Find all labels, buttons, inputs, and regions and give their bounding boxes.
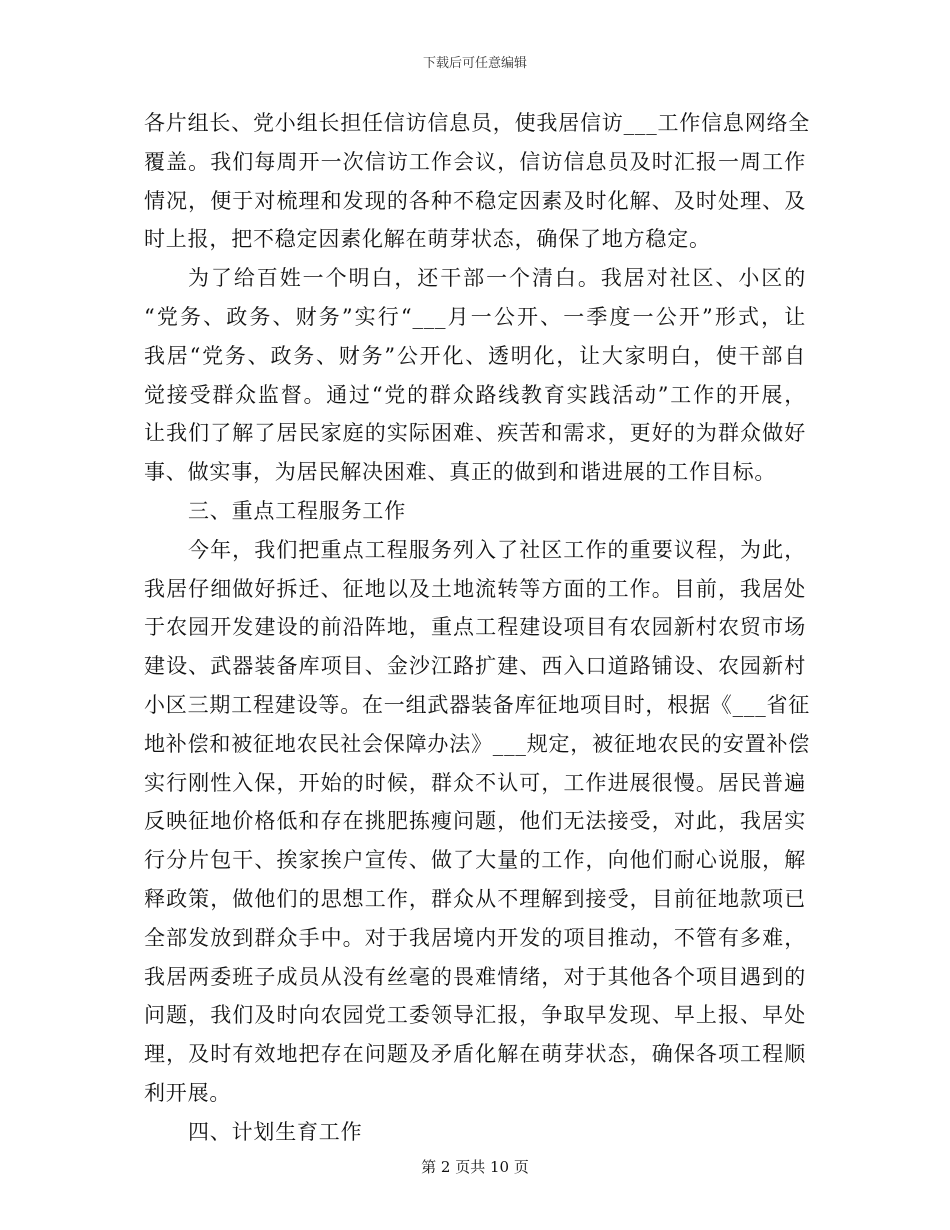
body-line: 为了给百姓一个明白，还干部一个清白。我居对社区、小区的 — [188, 266, 806, 291]
body-line: 各片组长、党小组长担任信访信息员，使我居信访___工作信息网络全 — [144, 111, 811, 135]
body-line: 反映征地价格低和存在挑肥拣瘦问题，他们无法接受，对此，我居实 — [144, 809, 806, 834]
body-line: 覆盖。我们每周开一次信访工作会议，信访信息员及时汇报一周工作 — [144, 149, 806, 174]
body-line: 释政策，做他们的思想工作，群众从不理解到接受，目前征地款项已 — [144, 886, 806, 911]
body-line: 利开展。 — [144, 1080, 232, 1105]
body-line: 情况，便于对梳理和发现的各种不稳定因素及时化解、及时处理、及 — [144, 188, 806, 213]
body-line: 小区三期工程建设等。在一组武器装备库征地项目时，根据《___省征 — [144, 692, 811, 717]
body-line: 理，及时有效地把存在问题及矛盾化解在萌芽状态，确保各项工程顺 — [144, 1042, 806, 1067]
body-line: 让我们了解了居民家庭的实际困难、疾苦和需求，更好的为群众做好 — [144, 421, 806, 446]
document-body — [144, 104, 811, 1152]
body-line: 行分片包干、挨家挨户宣传、做了大量的工作，向他们耐心说服，解 — [144, 848, 806, 873]
body-line: 建设、武器装备库项目、金沙江路扩建、西入口道路铺设、农园新村 — [144, 654, 806, 679]
body-line: 于农园开发建设的前沿阵地，重点工程建设项目有农园新村农贸市场 — [144, 615, 806, 640]
body-line: 今年，我们把重点工程服务列入了社区工作的重要议程，为此， — [188, 537, 806, 562]
page-footer: 第 2 页共 10 页 — [421, 1158, 529, 1176]
body-line: “党务、政务、财务”实行“___月一公开、一季度一公开”形式，让 — [144, 304, 806, 329]
page-header: 下载后可任意编辑 — [422, 56, 527, 71]
body-line: 我居“党务、政务、财务”公开化、透明化，让大家明白，使干部自 — [144, 343, 806, 368]
body-line: 我居两委班子成员从没有丝毫的畏难情绪，对于其他各个项目遇到的 — [144, 964, 806, 989]
section-heading: 四、计划生育工作 — [188, 1119, 363, 1144]
body-line: 我居仔细做好拆迁、征地以及土地流转等方面的工作。目前，我居处 — [144, 576, 806, 601]
body-line: 事、做实事，为居民解决困难、真正的做到和谐进展的工作目标。 — [144, 460, 777, 485]
body-line: 时上报，把不稳定因素化解在萌芽状态，确保了地方稳定。 — [144, 227, 711, 252]
body-line: 实行刚性入保，开始的时候，群众不认可，工作进展很慢。居民普遍 — [144, 770, 806, 795]
body-line: 全部发放到群众手中。对于我居境内开发的项目推动，不管有多难， — [144, 925, 806, 950]
body-line: 问题，我们及时向农园党工委领导汇报，争取早发现、早上报、早处 — [144, 1003, 806, 1028]
body-line: 地补偿和被征地农民社会保障办法》___规定，被征地农民的安置补偿 — [144, 731, 811, 756]
body-line: 觉接受群众监督。通过“党的群众路线教育实践活动”工作的开展， — [144, 382, 806, 407]
section-heading: 三、重点工程服务工作 — [188, 498, 406, 523]
